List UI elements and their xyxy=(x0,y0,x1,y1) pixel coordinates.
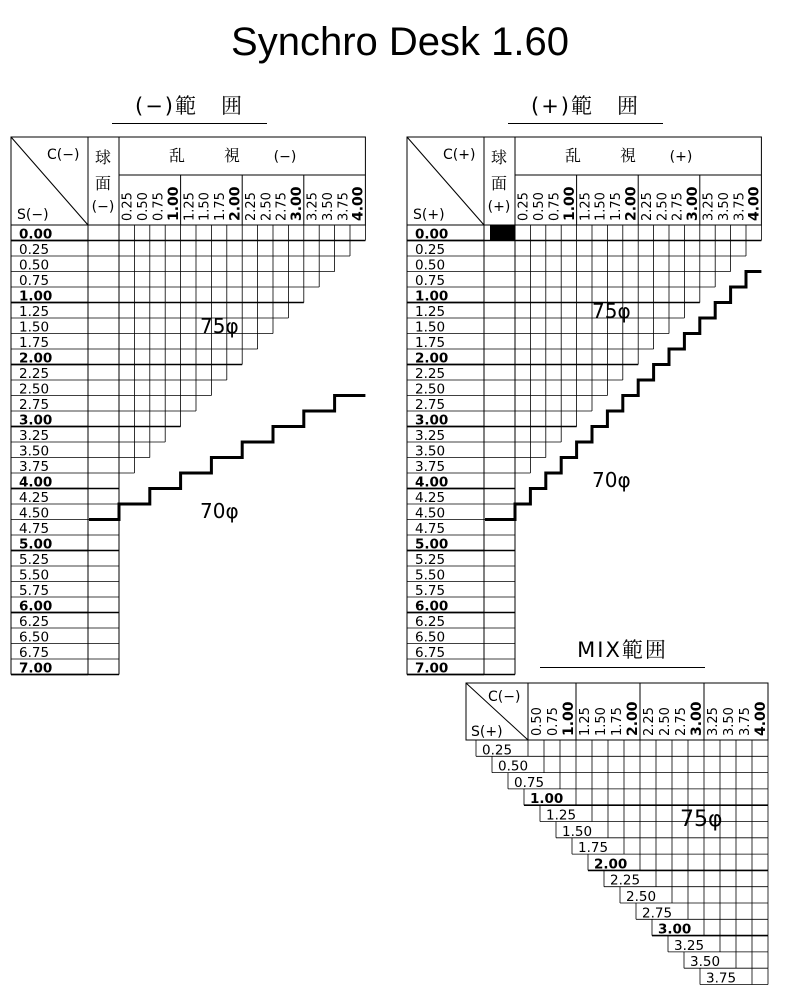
sphere-value-label: 4.50 xyxy=(19,505,50,522)
sphere-value-label: 6.50 xyxy=(415,629,446,646)
sphere-value-label: 1.00 xyxy=(19,288,53,305)
cylinder-value-label: 0.50 xyxy=(532,192,548,221)
mix-cylinder-value-label: 1.25 xyxy=(578,707,593,736)
plus-zone-70-label: 70φ xyxy=(592,468,631,492)
sphere-header-char-1: 球 xyxy=(94,148,112,167)
cylinder-header-char-2: 視 xyxy=(223,146,241,165)
cylinder-value-label: 2.50 xyxy=(259,192,275,221)
cylinder-value-label: 1.50 xyxy=(593,192,609,221)
cylinder-value-label: 0.75 xyxy=(151,192,167,221)
cylinder-value-label: 0.25 xyxy=(516,192,532,221)
sphere-value-label: 0.50 xyxy=(415,257,446,274)
cylinder-value-label: 2.00 xyxy=(227,186,244,221)
mix-cylinder-value-label: 1.75 xyxy=(610,707,625,736)
sphere-value-label: 4.25 xyxy=(415,490,446,506)
sphere-value-label: 3.00 xyxy=(415,412,449,429)
mix-range-title: MIX範囲 xyxy=(540,634,705,668)
cylinder-value-label: 3.00 xyxy=(289,186,306,221)
sphere-value-label: 6.75 xyxy=(415,645,446,661)
page-title: Synchro Desk 1.60 xyxy=(231,20,569,64)
cylinder-value-label: 2.00 xyxy=(623,186,640,221)
sphere-value-label: 0.25 xyxy=(19,242,50,258)
sphere-value-label: 6.75 xyxy=(19,645,50,661)
mix-cylinder-value-label: 0.50 xyxy=(530,707,545,736)
mix-sphere-value-label: 2.75 xyxy=(642,905,673,922)
cylinder-value-label: 2.50 xyxy=(655,192,671,221)
mix-sphere-value-label: 1.50 xyxy=(562,823,593,840)
cylinder-value-label: 0.25 xyxy=(120,192,136,221)
sphere-value-label: 4.75 xyxy=(415,521,446,537)
cylinder-value-label: 1.75 xyxy=(609,192,625,221)
sphere-value-label: 5.25 xyxy=(19,552,50,568)
cylinder-value-label: 2.25 xyxy=(639,192,655,221)
mix-sphere-value-label: 3.50 xyxy=(690,954,721,971)
sphere-value-label: 4.50 xyxy=(415,505,446,522)
mix-cylinder-value-label: 3.75 xyxy=(738,707,753,736)
sphere-header-char-3: (+) xyxy=(487,199,511,215)
mix-sphere-value-label: 3.00 xyxy=(658,921,692,938)
mix-cylinder-value-label: 0.75 xyxy=(546,707,561,736)
cylinder-header-char-3: (+) xyxy=(669,149,693,165)
sphere-value-label: 2.00 xyxy=(19,350,53,367)
mix-sphere-value-label: 2.00 xyxy=(594,856,628,873)
cylinder-value-label: 1.75 xyxy=(213,192,229,221)
sphere-value-label: 0.75 xyxy=(19,273,50,289)
sphere-value-label: 6.25 xyxy=(19,614,50,630)
sphere-value-label: 0.25 xyxy=(415,242,446,258)
mix-sphere-value-label: 1.00 xyxy=(530,791,564,808)
plus-zero-cell-fill xyxy=(490,225,515,241)
cylinder-value-label: 1.00 xyxy=(165,186,182,221)
sphere-value-label: 0.75 xyxy=(415,273,446,289)
cylinder-value-label: 3.00 xyxy=(685,186,702,221)
sphere-value-label: 2.50 xyxy=(415,381,446,398)
sphere-value-label: 6.25 xyxy=(415,614,446,630)
cylinder-value-label: 1.25 xyxy=(182,192,198,221)
sphere-value-label: 0.00 xyxy=(415,226,449,243)
mix-cylinder-value-label: 3.00 xyxy=(689,701,705,736)
sphere-value-label: 4.00 xyxy=(415,474,449,491)
cylinder-value-label: 1.25 xyxy=(578,192,594,221)
mix-cylinder-value-label: 1.50 xyxy=(594,707,609,736)
sphere-value-label: 3.00 xyxy=(19,412,53,429)
sphere-header-char-2: 面 xyxy=(94,174,112,193)
sphere-value-label: 4.00 xyxy=(19,474,53,491)
mix-cylinder-value-label: 3.25 xyxy=(706,707,721,736)
mix-zone-75-label: 75φ xyxy=(680,807,723,832)
sphere-value-label: 1.25 xyxy=(19,304,50,320)
mix-corner-s-label: S(+) xyxy=(471,724,503,740)
mix-cylinder-value-label: 1.00 xyxy=(561,701,577,736)
cylinder-value-label: 3.75 xyxy=(336,192,352,221)
mix-sphere-value-label: 1.75 xyxy=(578,840,609,857)
sphere-value-label: 1.50 xyxy=(19,319,50,336)
mix-sphere-value-label: 2.50 xyxy=(626,889,657,905)
sphere-value-label: 3.50 xyxy=(19,443,50,460)
corner-s-label: S(−) xyxy=(17,207,49,223)
minus-zone-70-label: 70φ xyxy=(200,499,239,523)
mix-corner-c-label: C(−) xyxy=(488,689,521,705)
cylinder-value-label: 2.25 xyxy=(243,192,259,221)
cylinder-value-label: 3.50 xyxy=(716,192,732,221)
sphere-value-label: 1.75 xyxy=(415,335,446,351)
cylinder-value-label: 3.25 xyxy=(701,192,717,221)
cylinder-value-label: 3.25 xyxy=(305,192,321,221)
cylinder-header-char-3: (−) xyxy=(273,149,297,165)
sphere-value-label: 1.75 xyxy=(19,335,50,351)
sphere-value-label: 3.25 xyxy=(19,428,50,444)
sphere-value-label: 2.25 xyxy=(415,366,446,382)
sphere-value-label: 0.50 xyxy=(19,257,50,274)
cylinder-value-label: 2.75 xyxy=(274,192,290,221)
sphere-value-label: 6.50 xyxy=(19,629,50,646)
sphere-value-label: 2.75 xyxy=(415,397,446,413)
sphere-value-label: 5.00 xyxy=(415,536,449,553)
mix-sphere-value-label: 2.25 xyxy=(610,872,641,889)
sphere-value-label: 3.25 xyxy=(415,428,446,444)
cylinder-value-label: 2.75 xyxy=(670,192,686,221)
mix-sphere-value-label: 3.25 xyxy=(674,937,705,954)
sphere-value-label: 3.50 xyxy=(415,443,446,460)
sphere-value-label: 3.75 xyxy=(415,459,446,475)
sphere-value-label: 3.75 xyxy=(19,459,50,475)
sphere-value-label: 7.00 xyxy=(415,660,449,677)
mix-sphere-value-label: 0.75 xyxy=(514,774,545,791)
mix-cylinder-value-label: 2.50 xyxy=(658,707,673,736)
mix-cylinder-value-label: 2.75 xyxy=(674,707,689,736)
cylinder-value-label: 1.50 xyxy=(197,192,213,221)
sphere-header-char-1: 球 xyxy=(490,148,508,167)
sphere-value-label: 7.00 xyxy=(19,660,53,677)
sphere-header-char-2: 面 xyxy=(490,174,508,193)
sphere-value-label: 1.25 xyxy=(415,304,446,320)
cylinder-value-label: 4.00 xyxy=(350,186,367,221)
mix-cylinder-value-label: 3.50 xyxy=(722,707,737,736)
sphere-value-label: 4.75 xyxy=(19,521,50,537)
sphere-value-label: 5.50 xyxy=(415,567,446,584)
sphere-value-label: 1.50 xyxy=(415,319,446,336)
cylinder-value-label: 0.50 xyxy=(136,192,152,221)
mix-cylinder-value-label: 4.00 xyxy=(753,701,769,736)
mix-sphere-value-label: 1.25 xyxy=(546,807,577,824)
mix-sphere-value-label: 0.50 xyxy=(498,758,529,775)
mix-cylinder-value-label: 2.00 xyxy=(625,701,641,736)
cylinder-header-char-2: 視 xyxy=(619,146,637,165)
cylinder-header-char-1: 乱 xyxy=(168,146,186,165)
sphere-value-label: 5.00 xyxy=(19,536,53,553)
cylinder-value-label: 3.50 xyxy=(320,192,336,221)
sphere-value-label: 5.75 xyxy=(415,583,446,599)
sphere-value-label: 5.75 xyxy=(19,583,50,599)
sphere-value-label: 5.25 xyxy=(415,552,446,568)
mix-cylinder-value-label: 2.25 xyxy=(642,707,657,736)
sphere-value-label: 1.00 xyxy=(415,288,449,305)
sphere-value-label: 2.00 xyxy=(415,350,449,367)
sphere-value-label: 5.50 xyxy=(19,567,50,584)
sphere-value-label: 0.00 xyxy=(19,226,53,243)
sphere-value-label: 2.75 xyxy=(19,397,50,413)
mix-sphere-value-label: 3.75 xyxy=(706,970,737,987)
mix-sphere-value-label: 0.25 xyxy=(482,742,513,759)
sphere-value-label: 4.25 xyxy=(19,490,50,506)
cylinder-value-label: 0.75 xyxy=(547,192,563,221)
sphere-value-label: 6.00 xyxy=(415,598,449,615)
plus-range-title: (+)範 囲 xyxy=(508,90,663,124)
sphere-value-label: 2.50 xyxy=(19,381,50,398)
sphere-value-label: 6.00 xyxy=(19,598,53,615)
minus-range-title: (−)範 囲 xyxy=(112,90,267,124)
sphere-header-char-3: (−) xyxy=(91,199,115,215)
corner-s-label: S(+) xyxy=(413,207,445,223)
cylinder-header-char-1: 乱 xyxy=(564,146,582,165)
sphere-value-label: 2.25 xyxy=(19,366,50,382)
minus-zone-75-label: 75φ xyxy=(200,314,239,338)
cylinder-value-label: 4.00 xyxy=(746,186,763,221)
corner-c-label: C(+) xyxy=(443,147,476,163)
corner-c-label: C(−) xyxy=(47,147,80,163)
cylinder-value-label: 1.00 xyxy=(561,186,578,221)
cylinder-value-label: 3.75 xyxy=(732,192,748,221)
plus-zone-75-label: 75φ xyxy=(592,299,631,323)
